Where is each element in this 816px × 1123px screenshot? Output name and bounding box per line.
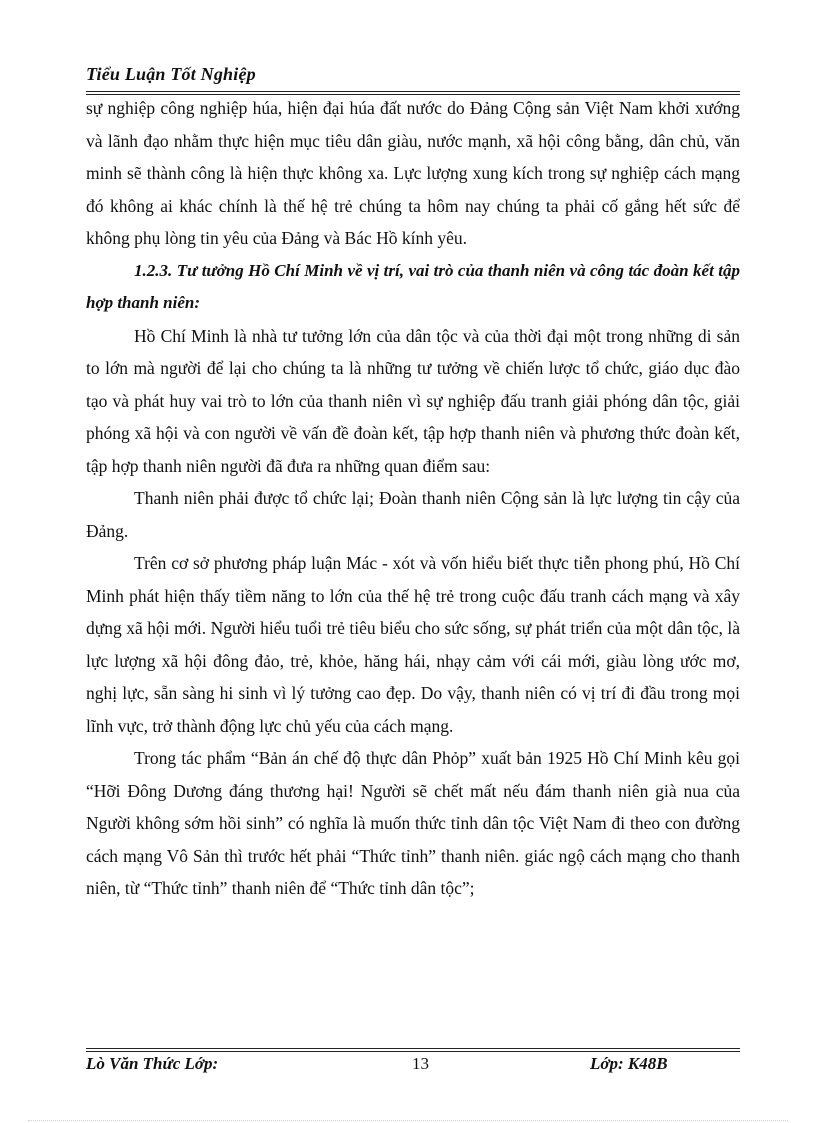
section-heading: 1.2.3. Tư tưởng Hồ Chí Minh về vị trí, vai trò của thanh niên và công tác đoàn kết tập hợp thanh niên:	[86, 260, 740, 312]
paragraph: sự nghiệp công nghiệp húa, hiện đại húa đất nước do Đảng Cộng sản Việt Nam khởi xướng và lãnh đạo nhằm thực hiện mục tiêu dân giàu, nước mạnh, xã hội công bằng, dân chủ, văn minh sẽ thành công là hiện thực không xa. Lực lượng xung kích trong sự nghiệp cách mạng đó không ai khác chính là thế hệ trẻ chúng ta hôm nay chúng ta phải cố gắng hết sức để không phụ lòng tin yêu của Đảng và Bác Hồ kính yêu.	[86, 98, 740, 248]
paragraph: Trên cơ sở phương pháp luận Mác - xót và vốn hiểu biết thực tiễn phong phú, Hồ Chí Minh phát hiện thấy tiềm năng to lớn của thế hệ trẻ trong cuộc đấu tranh cách mạng và xây dựng xã hội mới. Người hiểu tuổi trẻ tiêu biểu cho sức sống, sự phát triển của một dân tộc, là lực lượng xã hội đông đảo, trẻ, khỏe, hăng hái, nhạy cảm với cái mới, giàu lòng ước mơ, nghị lực, sẵn sàng hi sinh vì lý tưởng cao đẹp. Do vậy, thanh niên có vị trí đi đầu trong mọi lĩnh vực, trở thành động lực chủ yếu của cách mạng.	[86, 553, 740, 736]
body-text	[86, 92, 740, 905]
page-header-title: Tiểu Luận Tốt Nghiệp	[86, 64, 256, 84]
page-bottom-edge	[28, 1120, 788, 1121]
page-footer	[86, 1054, 740, 1078]
paragraph: Hồ Chí Minh là nhà tư tưởng lớn của dân tộc và của thời đại một trong những di sản to lớn mà người để lại cho chúng ta là những tư tưởng về chiến lược tổ chức, giáo dục đào tạo và phát huy vai trò to lớn của thanh niên vì sự nghiệp đấu tranh giải phóng dân tộc, giải phóng xã hội và con người về vấn đề đoàn kết, tập hợp thanh niên và phương thức đoàn kết, tập hợp thanh niên người đã đưa ra những quan điểm sau:	[86, 325, 740, 476]
footer-divider	[86, 1048, 740, 1052]
footer-author: Lò Văn Thức Lớp:	[86, 1054, 219, 1073]
paragraph: Thanh niên phải được tổ chức lại; Đoàn thanh niên Cộng sản là lực lượng tin cậy của Đảng.	[86, 488, 740, 541]
footer-class: Lớp: K48B	[590, 1054, 668, 1073]
page-number: 13	[412, 1054, 429, 1073]
paragraph: Trong tác phẩm “Bản án chế độ thực dân Phỏp” xuất bản 1925 Hồ Chí Minh kêu gọi “Hỡi Đông Dương đáng thương hại! Người sẽ chết mất nếu đám thanh niên già nua của Người không sớm hồi sinh” có nghĩa là muốn thức tỉnh dân tộc Việt Nam đi theo con đường cách mạng Vô Sản thì trước hết phải “Thức tỉnh” thanh niên. giác ngộ cách mạng cho thanh niên, từ “Thức tỉnh” thanh niên để “Thức tỉnh dân tộc”;	[86, 748, 740, 898]
